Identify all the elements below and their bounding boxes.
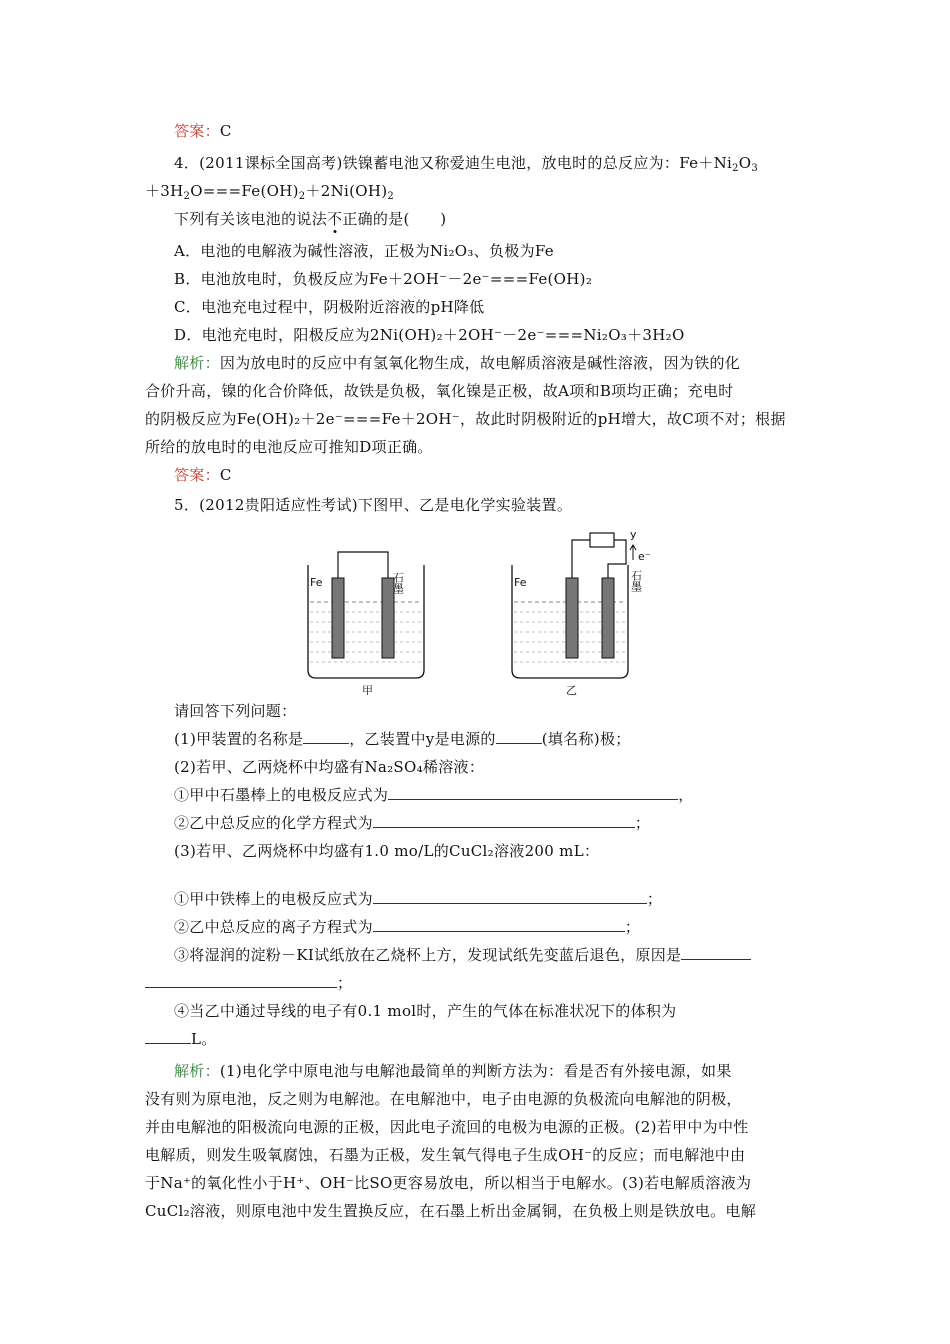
q4-emphasis-word: 不	[327, 210, 343, 228]
apparatus-yi	[512, 528, 651, 695]
q5-part1	[174, 728, 631, 750]
fe-electrode-left	[332, 578, 344, 658]
subscript: 3	[751, 163, 759, 174]
label-fe-right: Fe	[514, 576, 527, 589]
q3-answer	[174, 120, 232, 142]
q4-stem-text: ＋2Ni(OH)	[305, 182, 388, 200]
q4-stem-text: 4．(2011课标全国高考)铁镍蓄电池又称爱迪生电池，放电时的总反应为：Fe＋Ni	[174, 154, 733, 172]
caption-yi: 乙	[566, 684, 577, 695]
answer-label: 答案：	[174, 122, 220, 140]
q4-analysis-line4: 所给的放电时的电池反应可推知D项正确。	[145, 438, 433, 456]
electron-arrow-icon	[630, 545, 636, 560]
subscript: 2	[298, 191, 306, 202]
label-graphite-right: 石墨	[629, 570, 643, 592]
q4-stem-line2	[145, 180, 394, 202]
q5-stem: 5．(2012贵阳适应性考试)下图甲、乙是电化学实验装置。	[174, 496, 573, 514]
q5-part1-text: (填名称)极；	[541, 730, 631, 748]
answer-blank[interactable]	[496, 729, 542, 744]
q5-part2-2	[174, 812, 650, 834]
answer-value: C	[219, 466, 232, 484]
q5-part3-2-text: ②乙中总反应的离子方程式为	[174, 918, 373, 936]
q4-stem-text: O	[738, 154, 752, 172]
answer-blank[interactable]	[145, 973, 337, 988]
answer-label: 答案：	[174, 466, 220, 484]
answer-blank[interactable]	[303, 729, 349, 744]
q5-part3: (3)若甲、乙两烧杯中均盛有1.0 mo/L的CuCl₂溶液200 mL：	[174, 842, 600, 860]
subscript: 2	[387, 191, 395, 202]
punctuation: ；	[337, 974, 353, 992]
electrochemistry-figure	[290, 520, 670, 695]
q5-part3-1-text: ①甲中铁棒上的电极反应式为	[174, 890, 373, 908]
q5-analysis-line3: 并由电解池的阳极流向电源的正极，因此电子流回的电极为电源的正极。(2)若甲中为中性	[145, 1118, 749, 1136]
q4-option-a: A．电池的电解液为碱性溶液，正极为Ni₂O₃、负极为Fe	[174, 242, 554, 260]
analysis-label: 解析：	[174, 354, 220, 372]
q4-option-c: C．电池充电过程中，阴极附近溶液的pH降低	[174, 298, 485, 316]
power-source	[590, 533, 614, 547]
q5-part3-4: ④当乙中通过导线的电子有0.1 mol时，产生的气体在标准状况下的体积为	[174, 1002, 677, 1020]
q5-analysis-line6: CuCl₂溶液，则原电池中发生置换反应，在石墨上析出金属铜，在负极上则是铁放电。电解	[145, 1202, 757, 1220]
label-y: y	[630, 528, 637, 541]
punctuation: ；	[624, 918, 641, 936]
wire-right-a	[572, 540, 590, 578]
graphite-electrode-right	[602, 578, 614, 658]
q5-analysis-line1	[174, 1060, 732, 1082]
q5-analysis-line4: 电解质，则发生吸氧腐蚀，石墨为正极，发生氧气得电子生成OH⁻的反应；而电解池中由	[145, 1146, 746, 1164]
label-graphite-left: 石墨	[391, 572, 405, 594]
answer-blank[interactable]	[373, 889, 647, 904]
label-electron: e⁻	[638, 550, 651, 563]
analysis-text: (1)电化学中原电池与电解池最简单的判断方法为：看是否有外接电源，如果	[219, 1062, 732, 1080]
beaker-left	[308, 565, 424, 678]
q5-part2-1-text: ①甲中石墨棒上的电极反应式为	[174, 786, 389, 804]
fe-electrode-right	[566, 578, 578, 658]
wire-left	[338, 552, 388, 578]
answer-blank[interactable]	[388, 785, 678, 800]
q4-stem-line1	[174, 152, 758, 174]
label-fe-left: Fe	[310, 576, 323, 589]
q4-stem-text: O===Fe(OH)	[190, 182, 299, 200]
answer-blank[interactable]	[373, 813, 635, 828]
q5-part2: (2)若甲、乙两烧杯中均盛有Na₂SO₄稀溶液：	[174, 758, 485, 776]
answer-blank[interactable]	[681, 945, 751, 960]
q5-prompt: 请回答下列问题：	[174, 702, 297, 720]
apparatus-jia	[308, 552, 424, 695]
analysis-label: 解析：	[174, 1062, 220, 1080]
q4-analysis-line3: 的阴极反应为Fe(OH)₂＋2e⁻===Fe＋2OH⁻，故此时阴极附近的pH增大，故C项不对；根据	[145, 410, 786, 428]
subscript: 2	[183, 191, 191, 202]
solution-pattern-left	[310, 612, 422, 662]
q5-analysis-line2: 没有则为原电池，反之则为电解池。在电解池中，电子由电源的负极流向电解池的阴极，	[145, 1090, 742, 1108]
q4-analysis-line2: 合价升高，镍的化合价降低，故铁是负极，氧化镍是正极，故A项和B项均正确；充电时	[145, 382, 734, 400]
punctuation: ；	[646, 890, 663, 908]
analysis-text: 因为放电时的反应中有氢氧化物生成，故电解质溶液是碱性溶液，因为铁的化	[219, 354, 741, 372]
q4-option-d: D．电池充电时，阳极反应为2Ni(OH)₂＋2OH⁻－2e⁻===Ni₂O₃＋3H₂O	[174, 326, 685, 344]
q5-part3-3-cont	[145, 972, 352, 994]
q5-part3-1	[174, 888, 662, 910]
q5-part2-2-text: ②乙中总反应的化学方程式为	[174, 814, 373, 832]
subscript: 2	[732, 163, 739, 174]
q4-option-b: B．电池放电时，负极反应为Fe＋2OH⁻－2e⁻===Fe(OH)₂	[174, 270, 593, 288]
q5-part3-3	[174, 944, 751, 966]
answer-value: C	[219, 122, 232, 140]
q5-part1-text: ，乙装置中y是电源的	[349, 730, 496, 748]
q4-answer	[174, 464, 232, 486]
q5-part3-2	[174, 916, 640, 938]
q5-part3-3-text: ③将湿润的淀粉－KI试纸放在乙烧杯上方，发现试纸先变蓝后退色，原因是	[174, 946, 682, 964]
answer-blank[interactable]	[373, 917, 625, 932]
answer-blank[interactable]	[145, 1029, 191, 1044]
q4-analysis-line1	[174, 352, 740, 374]
punctuation: ，	[678, 786, 694, 804]
q4-question-text: 下列有关该电池的说法	[174, 210, 328, 228]
q5-part3-4-cont	[145, 1028, 217, 1050]
q5-analysis-line5: 于Na⁺的氧化性小于H⁺、OH⁻比SO更容易放电，所以相当于电解水。(3)若电解质溶液为	[145, 1174, 752, 1192]
q5-part1-text: (1)甲装置的名称是	[174, 730, 304, 748]
apparatus-diagram	[290, 520, 670, 695]
caption-jia: 甲	[362, 684, 373, 695]
q5-part2-1	[174, 784, 694, 806]
q4-stem-text: ＋3H	[145, 182, 184, 200]
q5-part3-4-text: L。	[191, 1030, 217, 1048]
punctuation: ；	[634, 814, 651, 832]
q4-question	[174, 208, 446, 230]
q4-question-text: 正确的是( )	[342, 210, 447, 228]
